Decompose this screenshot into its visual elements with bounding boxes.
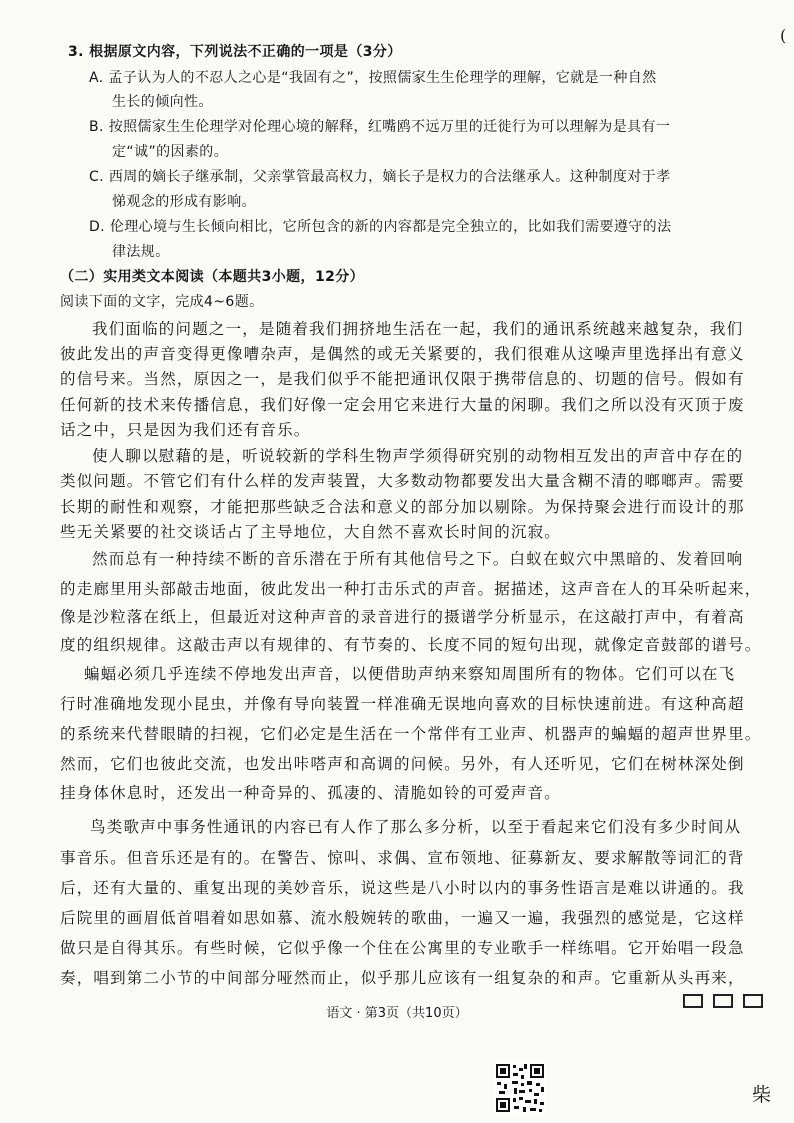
seal-character: 柴	[752, 1084, 772, 1106]
section-title: （二）实用类文本阅读（本题共3小题，12分）	[60, 269, 365, 285]
passage-line: 任何新的技术来传播信息，我们好像一定会用它来进行大量的闲聊。我们之所以没有灭顶于废	[60, 396, 745, 414]
passage-line: 的走廊里用头部敲击地面，彼此发出一种打击乐式的声音。据描述，这声音在人的耳朵听起来，	[60, 580, 762, 598]
passage-line: 长期的耐性和观察，才能把那些缺乏合法和意义的部分加以剔除。为保持聚会进行而设计的那	[60, 498, 745, 516]
passage-line: 挂身体休息时，还发出一种奇异的、孤凄的、清脆如铃的可爱声音。	[60, 784, 562, 802]
passage-line: 度的组织规律。这敲击声以有规律的、有节奏的、长度不同的短句出现，就像定音鼓部的谱号。	[60, 636, 762, 654]
passage-line: 鸟类歌声中事务性通讯的内容已有人作了那么多分析，以至于看起来它们没有多少时间从	[90, 818, 742, 836]
passage-line: 蝙蝠必须几乎连续不停地发出声音，以便借助声纳来察知周围所有的物体。它们可以在飞	[84, 665, 736, 683]
passage-line: 类似问题。不管它们有什么样的发声装置，大多数动物都要发出大量含糊不清的啷啷声。需要	[60, 472, 745, 490]
passage-line: 事音乐。但音乐还是有的。在警告、惊叫、求偶、宣布领地、征募新友、要求解散等词汇的背	[60, 849, 745, 867]
option-c: C. 西周的嫡长子继承制，父亲掌管最高权力，嫡长子是权力的合法继承人。这种制度对于孝	[89, 169, 671, 185]
passage-line: 做只是自得其乐。有些时候，它似乎像一个住在公寓里的专业歌手一样练唱。它开始唱一段急	[60, 939, 745, 957]
passage-line: 话之中，只是因为我们还有音乐。	[60, 421, 311, 439]
page-footer: 语文 · 第3页（共10页）	[326, 1006, 468, 1021]
passage-line: 的信号来。当然，原因之一，是我们似乎不能把通讯仅限于携带信息的、切题的信号。假如有	[60, 370, 745, 388]
option-b: B. 按照儒家生生伦理学对伦理心境的解释，红嘴鸥不远万里的迁徙行为可以理解为是具有一	[89, 119, 671, 135]
passage-line: 些无关紧要的社交谈话占了主导地位，大自然不喜欢长时间的沉寂。	[60, 523, 562, 541]
passage-line: 后院里的画眉低首唱着如思如慕、流水般婉转的歌曲，一遍又一遍，我强烈的感觉是，它这样	[60, 909, 745, 927]
section-instruction: 阅读下面的文字，完成4~6题。	[60, 294, 264, 310]
option-a-cont: 生长的倾向性。	[112, 94, 213, 110]
passage-line: 然而总有一种持续不断的音乐潜在于所有其他信号之下。白蚁在蚁穴中黑暗的、发着回响	[92, 550, 744, 568]
passage-line: 彼此发出的声音变得更像嘈杂声，是偶然的或无关紧要的，我们很难从这噪声里选择出有意义	[60, 345, 745, 363]
passage-line: 使人聊以慰藉的是，听说较新的学科生物声学须得研究别的动物相互发出的声音中存在的	[92, 447, 744, 465]
passage-line: 像是沙粒落在纸上，但最近对这种声音的录音进行的摄谱学分析显示，在这敲打声中，有着高	[60, 608, 745, 626]
passage-line: 的系统来代替眼睛的扫视，它们必定是生活在一个常伴有工业声、机器声的蝙蝠的超声世界里。	[60, 725, 762, 743]
edge-mark: (	[780, 26, 787, 45]
option-c-cont: 悌观念的形成有影响。	[112, 194, 256, 210]
passage-line: 然而，它们也彼此交流，也发出咔嗒声和高调的问候。另外，有人还听见，它们在树林深处倒	[60, 755, 745, 773]
passage-line: 我们面临的问题之一，是随着我们拥挤地生活在一起，我们的通讯系统越来越复杂，我们	[92, 320, 744, 338]
question-3-stem: 3. 根据原文内容，下列说法不正确的一项是（3分）	[68, 44, 402, 60]
passage-line: 后，还有大量的、重复出现的美妙音乐，说这些是八小时以内的事务性语言是难以讲通的。我	[60, 879, 745, 897]
option-d: D. 伦理心境与生长倾向相比，它所包含的新的内容都是完全独立的，比如我们需要遵守的法	[89, 219, 672, 235]
passage-line: 行时准确地发现小昆虫，并像有导向装置一样准确无误地向喜欢的目标快速前进。有这种高超	[60, 695, 745, 713]
option-d-cont: 律法规。	[112, 244, 170, 260]
option-b-cont: 定“诚”的因素的。	[112, 144, 229, 160]
option-a: A. 孟子认为人的不忍人之心是“我固有之”，按照儒家生生伦理学的理解，它就是一种自然	[89, 70, 657, 86]
passage-line: 奏，唱到第二小节的中间部分哑然而止，似乎那儿应该有一组复杂的和声。它重新从头再来，	[60, 969, 745, 987]
qr-code	[494, 1062, 546, 1114]
